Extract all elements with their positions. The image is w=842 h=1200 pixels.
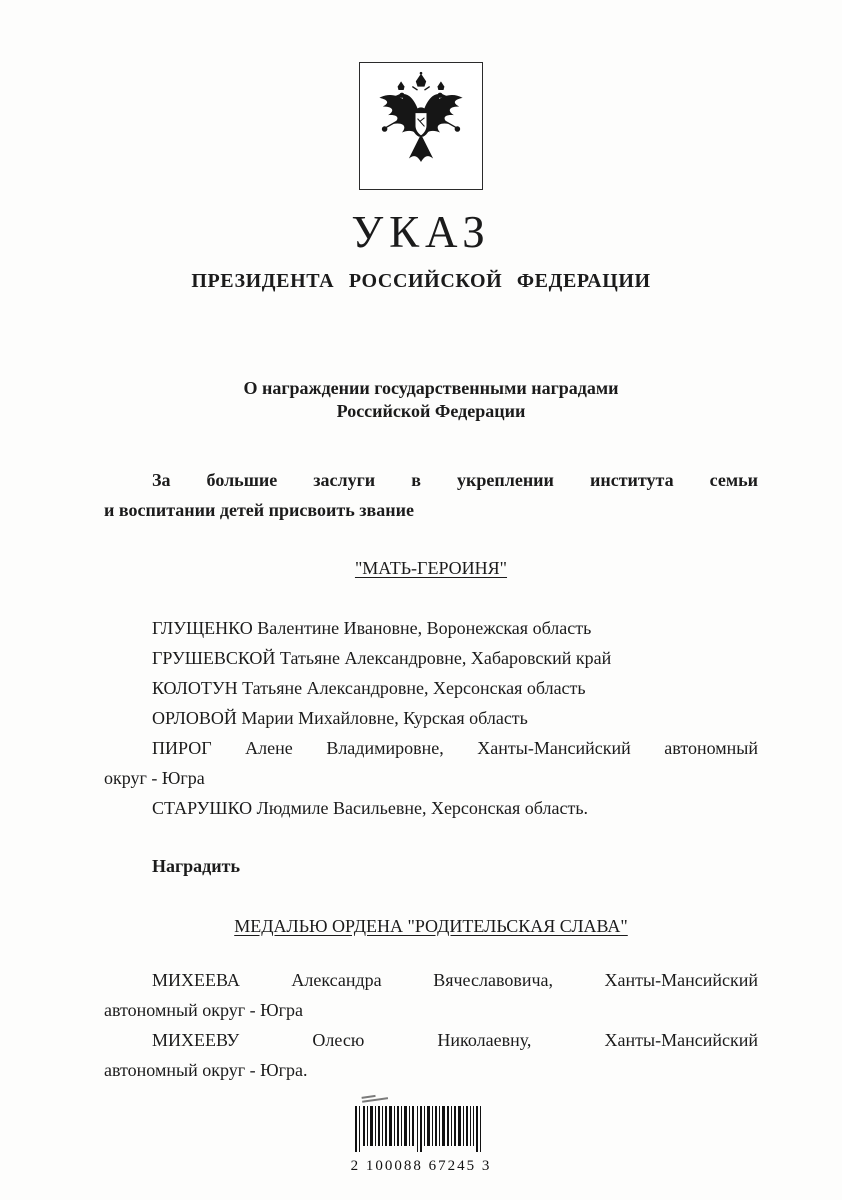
recipient-entry xyxy=(104,965,758,1025)
decree-preamble xyxy=(104,465,758,525)
subject-line-1: О награждении государственными наградами xyxy=(243,378,619,398)
decree-title: УКАЗ xyxy=(351,207,491,257)
recipient-entry xyxy=(104,703,758,733)
award-title-parental-glory-medal xyxy=(104,911,758,941)
preamble-line-1: За большие заслуги в укреплении института семьи xyxy=(152,470,758,491)
award-title-text: МЕДАЛЬЮ ОРДЕНА "РОДИТЕЛЬСКАЯ СЛАВА" xyxy=(234,916,628,937)
recipient-line: ПИРОГ Алене Владимировне, Ханты-Мансийский автономный xyxy=(152,738,758,759)
recipient-line: СТАРУШКО Людмиле Васильевне, Херсонская область. xyxy=(152,798,589,819)
barcode-icon xyxy=(355,1106,487,1152)
barcode-number: 2 100088 67245 3 xyxy=(350,1158,492,1174)
recipient-line-continued: округ - Югра xyxy=(104,768,205,789)
recipient-line: ГЛУЩЕНКО Валентине Ивановне, Воронежская область xyxy=(152,618,592,639)
preamble-line-2: и воспитании детей присвоить звание xyxy=(104,500,414,521)
recipient-line: МИХЕЕВУ Олесю Николаевну, Ханты-Мансийский xyxy=(152,1030,758,1051)
recipient-line: МИХЕЕВА Александра Вячеславовича, Ханты-Мансийский xyxy=(152,970,758,991)
recipient-line: КОЛОТУН Татьяне Александровне, Херсонская область xyxy=(152,678,586,699)
decree-issuer: ПРЕЗИДЕНТА РОССИЙСКОЙ ФЕДЕРАЦИИ xyxy=(191,270,651,292)
award-action-label: Наградить xyxy=(152,856,241,877)
decree-subject xyxy=(104,377,758,423)
recipients-list-parental-glory xyxy=(104,965,758,1085)
subject-line-2: Российской Федерации xyxy=(336,401,526,422)
recipient-entry xyxy=(104,1025,758,1085)
recipient-line: ОРЛОВОЙ Марии Михайловне, Курская область xyxy=(152,708,528,729)
award-title-text: "МАТЬ-ГЕРОИНЯ" xyxy=(354,558,508,579)
recipient-entry xyxy=(104,673,758,703)
coat-of-arms-frame xyxy=(359,62,483,190)
award-title-mother-heroine xyxy=(104,553,758,583)
recipients-list-mother-heroine xyxy=(104,613,758,823)
recipient-entry xyxy=(104,643,758,673)
barcode-block xyxy=(0,1092,842,1175)
recipient-entry xyxy=(104,613,758,643)
recipient-entry xyxy=(104,793,758,823)
double-headed-eagle-icon xyxy=(369,70,473,182)
print-mark xyxy=(361,1091,402,1106)
recipient-line-continued: автономный округ - Югра. xyxy=(104,1060,308,1081)
recipient-line: ГРУШЕВСКОЙ Татьяне Александровне, Хабаровский край xyxy=(152,648,612,669)
recipient-line-continued: автономный округ - Югра xyxy=(104,1000,303,1021)
recipient-entry xyxy=(104,733,758,793)
